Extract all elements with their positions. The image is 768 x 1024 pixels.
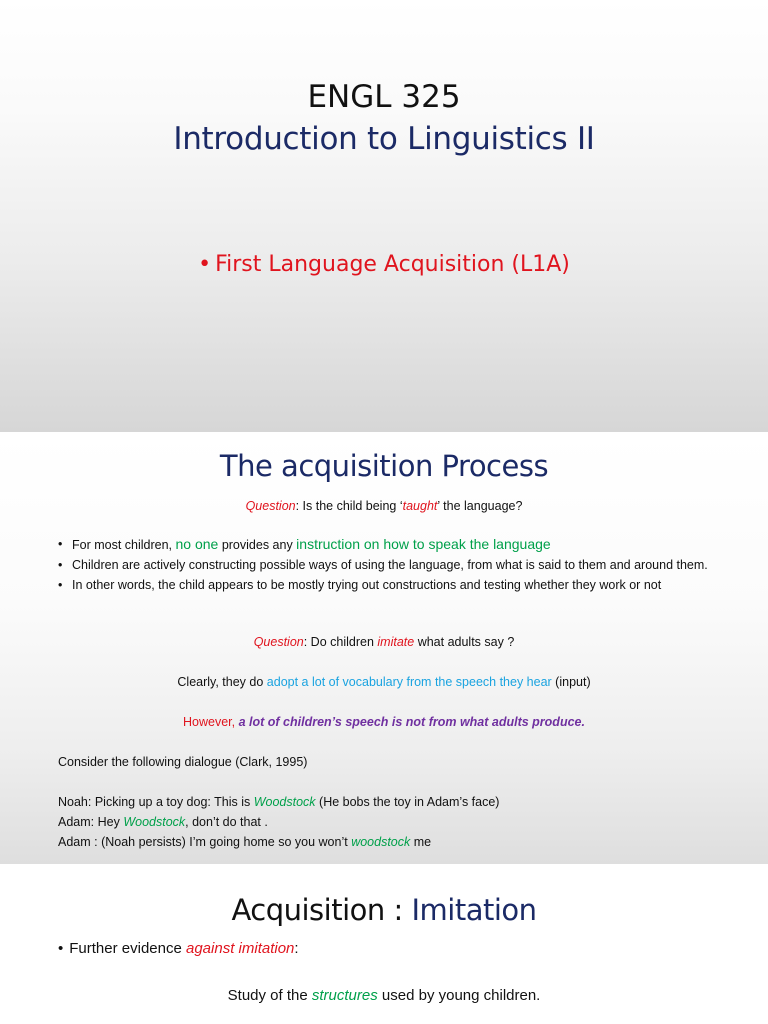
dialogue-text: Adam : (Noah persists) I’m going home so you won’t (58, 835, 352, 849)
consider-text: Consider the following dialogue (Clark, 1995) (58, 755, 308, 769)
bullet-emphasis: against imitation (186, 940, 295, 957)
however-statement (0, 715, 768, 729)
bullet-icon: • (58, 940, 64, 957)
dialogue-text: Noah: Picking up a toy dog: This is (58, 795, 254, 809)
list-emphasis: instruction on how to speak the language (296, 536, 551, 552)
list-text: provides any (218, 538, 297, 552)
bullet-list (58, 538, 728, 599)
statement-text: However, (183, 715, 239, 729)
evidence-bullet (58, 940, 299, 957)
list-text: For most children, (72, 538, 176, 552)
question-taught (0, 499, 768, 513)
topic-text: First Language Acquisition (L1A) (215, 252, 570, 277)
dialogue-text: Adam: Hey (58, 815, 124, 829)
dialogue-emphasis: Woodstock (253, 795, 316, 809)
dialogue-line (58, 795, 499, 809)
question-text: what adults say ? (414, 635, 515, 649)
question-emphasis: taught (402, 499, 438, 513)
dialogue-text: , don’t do that . (185, 815, 268, 829)
bullet-text: : (294, 940, 299, 957)
question-text: : Do children (303, 635, 378, 649)
bullet-text: Further evidence (69, 940, 186, 957)
list-text: Children are actively constructing possible ways of using the language, from what is said to them and around them. (72, 558, 708, 572)
statement-emphasis: a lot of children’s speech is not from what adults produce. (238, 715, 585, 729)
question-label: Question (253, 635, 304, 649)
study-emphasis: structures (311, 987, 378, 1004)
question-emphasis: imitate (377, 635, 415, 649)
question-text: : Is the child being ‘ (295, 499, 403, 513)
dialogue-emphasis: Woodstock (123, 815, 186, 829)
list-text: In other words, the child appears to be mostly trying out constructions and testing whether they work or not (72, 578, 662, 592)
study-part: used by young children. (377, 987, 541, 1004)
dialogue-emphasis: woodstock (351, 835, 411, 849)
dialogue-line (58, 815, 268, 829)
slide-heading: The acquisition Process (219, 449, 549, 483)
question-label: Question (245, 499, 296, 513)
dialogue-line (58, 835, 431, 849)
dialogue-text: (He bobs the toy in Adam’s face) (315, 795, 500, 809)
dialogue-text: me (410, 835, 432, 849)
list-item (58, 559, 728, 572)
heading-accent: Imitation (411, 893, 537, 927)
slide-heading (0, 893, 768, 927)
list-emphasis: no one (175, 536, 219, 552)
heading-text: Acquisition : (231, 893, 412, 927)
statement-text: (input) (551, 675, 591, 689)
statement-emphasis: adopt a lot of vocabulary from the speech they hear (266, 675, 552, 689)
slide-divider (0, 432, 768, 434)
question-imitate (0, 635, 768, 649)
course-title: Introduction to Linguistics II (173, 121, 595, 157)
statement-text: Clearly, they do (177, 675, 267, 689)
study-part: Study of the (227, 987, 312, 1004)
study-text (0, 987, 768, 1004)
slide-acquisition-process (0, 433, 768, 865)
topic-bullet (0, 252, 768, 277)
course-code: ENGL 325 (307, 79, 461, 115)
bullet-icon: • (198, 252, 212, 277)
slide-title (0, 0, 768, 433)
slide-imitation (0, 865, 768, 1024)
list-item (58, 538, 728, 552)
list-item (58, 579, 728, 592)
question-text: ’ the language? (437, 499, 523, 513)
clearly-statement (0, 675, 768, 689)
